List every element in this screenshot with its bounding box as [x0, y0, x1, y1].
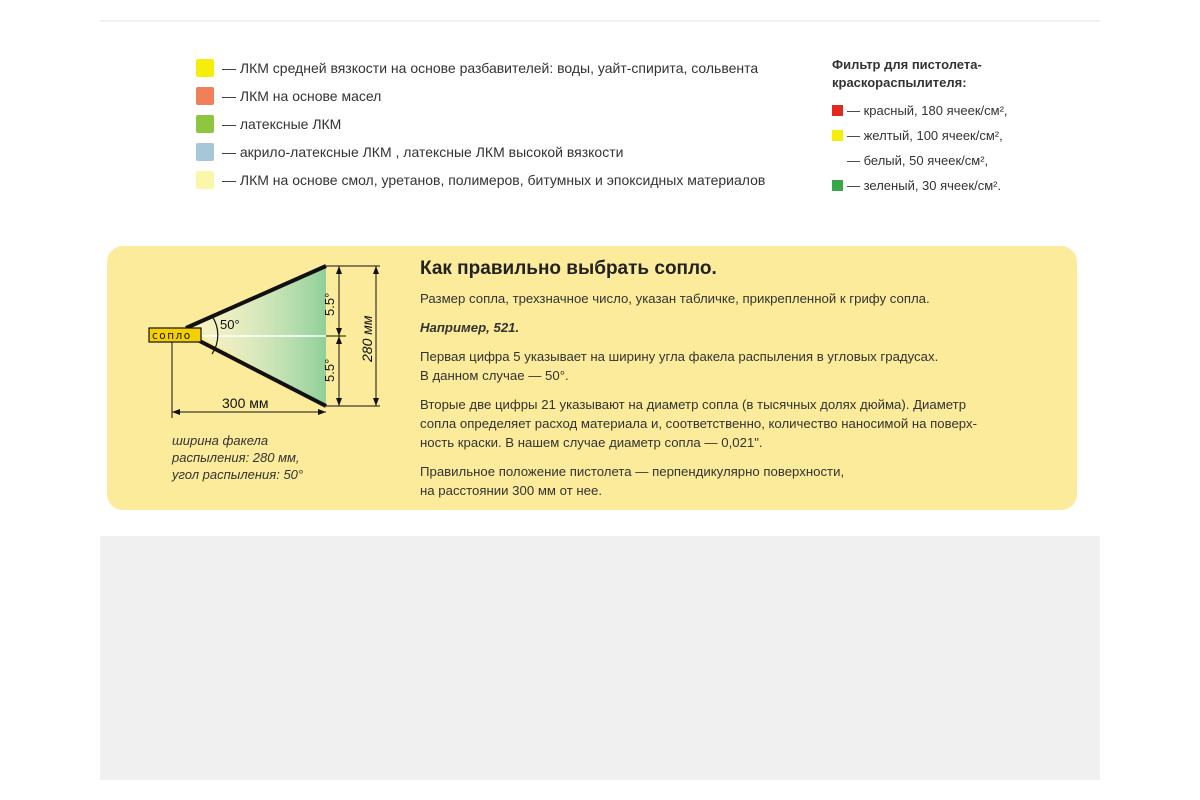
- filter-swatch: [832, 180, 843, 191]
- arrowhead: [373, 398, 379, 406]
- filter-item: [832, 98, 1072, 123]
- legend-swatch: [196, 143, 214, 161]
- arrowhead: [373, 266, 379, 274]
- legend-item: [196, 110, 765, 138]
- text-line: Первая цифра 5 указывает на ширину угла факела распыления в угловых градусах.: [420, 349, 939, 364]
- filter-swatch: [832, 155, 843, 166]
- legend-label: — акрило-латексные ЛКМ , латексные ЛКМ высокой вязкости: [222, 144, 624, 160]
- article-text: [420, 258, 1060, 510]
- caption-line: угол распыления: 50°: [172, 467, 304, 482]
- legend-label: — ЛКМ на основе масел: [222, 88, 382, 104]
- arrowhead: [172, 409, 180, 415]
- arrowhead: [336, 266, 342, 274]
- top-divider: [100, 20, 1100, 22]
- article-paragraph: Размер сопла, трехзначное число, указан табличке, прикрепленной к грифу сопла.: [420, 291, 930, 306]
- nozzle-label: сопло: [152, 330, 192, 342]
- legend-item: [196, 82, 765, 110]
- filter-title: Фильтр для пистолета- краскораспылителя:: [832, 57, 982, 90]
- filter-label: — желтый, 100 ячеек/см²,: [847, 128, 1003, 143]
- filter-swatch: [832, 105, 843, 116]
- text-line: Вторые две цифры 21 указывают на диаметр сопла (в тысячных долях дюйма). Диаметр: [420, 397, 967, 412]
- filter-item: [832, 148, 1072, 173]
- empty-gray-area: [100, 536, 1100, 780]
- text-line: В данном случае — 50°.: [420, 368, 569, 383]
- legend-label: — латексные ЛКМ: [222, 116, 342, 132]
- arrowhead: [336, 336, 342, 344]
- filter-label: — красный, 180 ячеек/см²,: [847, 103, 1008, 118]
- legend-swatch: [196, 115, 214, 133]
- filter-item: [832, 123, 1072, 148]
- arrowhead: [336, 328, 342, 336]
- spray-diagram: [146, 256, 386, 426]
- text-line: сопла определяет расход материала и, соответственно, количество наносимой на поверх-: [420, 416, 977, 431]
- text-line: на расстоянии 300 мм от нее.: [420, 483, 603, 498]
- article-title: Как правильно выбрать сопло.: [420, 258, 717, 279]
- height-label: 280 мм: [359, 315, 375, 362]
- diagram-caption: [172, 432, 303, 483]
- filter-item: [832, 173, 1072, 198]
- article-paragraph: [420, 462, 1060, 500]
- legend-swatch: [196, 171, 214, 189]
- filter-label: — зеленый, 30 ячеек/см².: [847, 178, 1002, 193]
- filter-label: — белый, 50 ячеек/см²,: [847, 153, 989, 168]
- legend-swatch: [196, 87, 214, 105]
- article-paragraph: [420, 395, 1060, 452]
- arrowhead: [336, 398, 342, 406]
- legend-label: — ЛКМ средней вязкости на основе разбавителей: воды, уайт-спирита, сольвента: [222, 60, 759, 76]
- legend-swatch: [196, 59, 214, 77]
- half-angle-label-bottom: 5.5°: [322, 358, 337, 382]
- half-angle-label-top: 5.5°: [322, 292, 337, 316]
- arrowhead: [318, 409, 326, 415]
- text-line: ность краски. В нашем случае диаметр сопла — 0,021".: [420, 435, 763, 450]
- distance-label: 300 мм: [222, 395, 269, 411]
- text-line: Правильное положение пистолета — перпендикулярно поверхности,: [420, 464, 845, 479]
- angle-label: 50°: [220, 317, 240, 332]
- legend-item: [196, 138, 765, 166]
- article-paragraph: [420, 347, 1060, 385]
- legend-item: [196, 54, 765, 82]
- article-example: Например, 521.: [420, 320, 520, 335]
- material-legend: [196, 54, 765, 194]
- legend-label: — ЛКМ на основе смол, уретанов, полимеров, битумных и эпоксидных материалов: [222, 172, 766, 188]
- caption-line: ширина факела: [172, 433, 269, 448]
- caption-line: распыления: 280 мм,: [172, 450, 300, 465]
- filter-legend: [832, 56, 1072, 198]
- legend-item: [196, 166, 765, 194]
- filter-swatch: [832, 130, 843, 141]
